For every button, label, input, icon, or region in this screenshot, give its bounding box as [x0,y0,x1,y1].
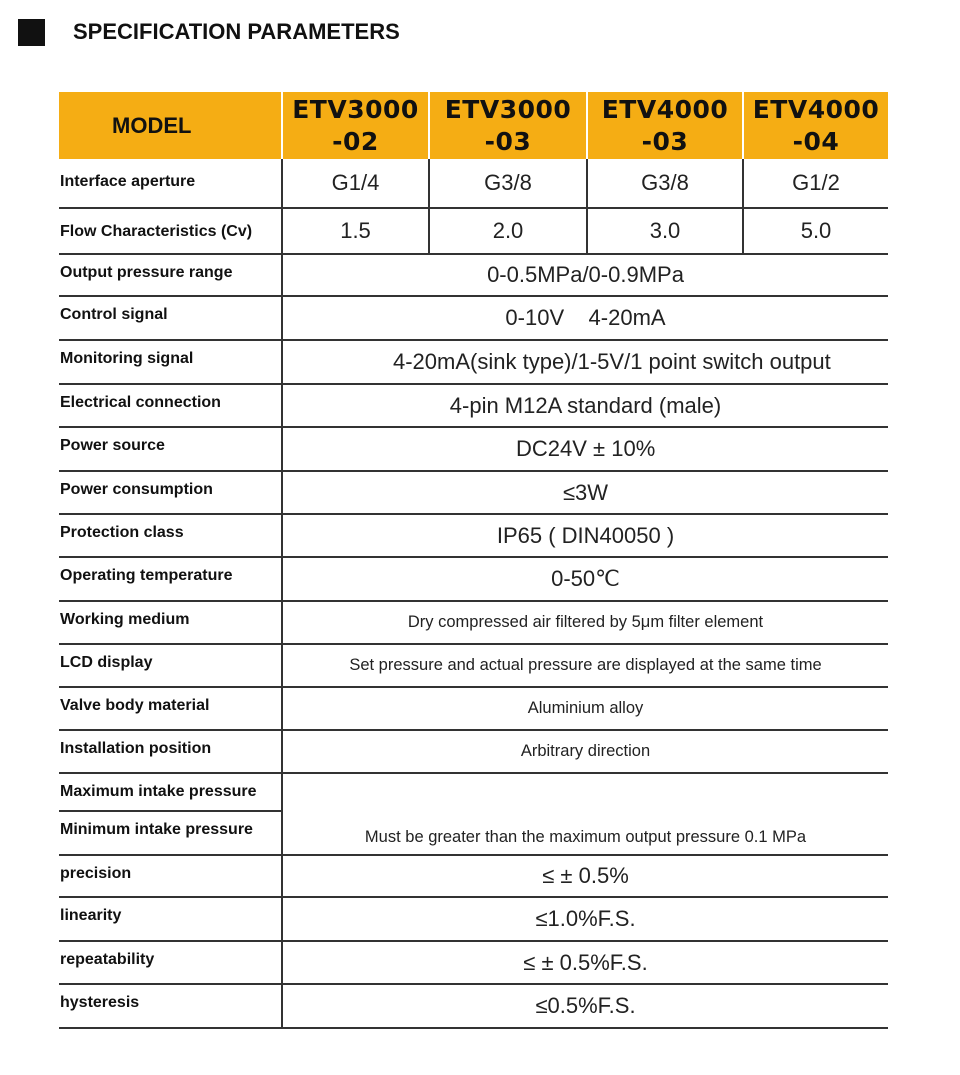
model-suffix: -02 [332,126,379,156]
cell-value: Set pressure and actual pressure are displayed at the same time [349,656,822,674]
cell-value-empty [283,774,888,810]
table-row [59,297,888,341]
cell-value: 3.0 [588,209,744,253]
cell-value: ≤1.0%F.S. [535,906,636,931]
model-suffix: -04 [792,126,840,156]
row-label: Interface aperture [59,159,283,207]
table-row [59,209,888,255]
cell-value: Aluminium alloy [527,699,644,717]
cell-value: G3/8 [588,159,744,207]
row-label: Power consumption [59,472,283,513]
row-label: Valve body material [59,688,283,729]
row-label: Minimum intake pressure [59,810,283,854]
row-label: linearity [59,898,283,940]
cell-value: G1/4 [283,159,430,207]
cell-value: 0-0.5MPa/0-0.9MPa [487,262,684,287]
model-name: ETV3000 [444,94,572,124]
row-label: Installation position [59,731,283,772]
table-row [59,810,888,856]
table-row [59,856,888,898]
cell-value: G1/2 [792,170,840,195]
row-label: Control signal [59,297,283,339]
model-name: ETV4000 [752,94,880,124]
row-label: Working medium [59,602,283,643]
model-column-header [744,92,888,159]
model-column-header [283,92,430,159]
cell-value: G3/8 [430,159,588,207]
table-row [59,688,888,731]
cell-value: ≤ ± 0.5% [542,863,629,888]
row-label: Power source [59,428,283,470]
row-label: Protection class [59,515,283,556]
cell-value: 5.0 [800,218,832,243]
cell-value: 0-50℃ [551,566,620,591]
row-label: Output pressure range [59,255,283,295]
spec-table [59,92,888,1029]
model-name: ETV3000 [292,94,419,124]
table-row [59,942,888,985]
table-row [59,602,888,645]
row-label: LCD display [59,645,283,686]
model-header-label: MODEL [59,92,283,159]
row-label: Electrical connection [59,385,283,426]
row-label: hysteresis [59,985,283,1027]
table-row [59,515,888,558]
table-row [59,898,888,942]
section-heading [18,17,400,47]
table-row [59,255,888,297]
row-label: precision [59,856,283,896]
cell-value: ≤ ± 0.5%F.S. [523,949,648,975]
row-label: repeatability [59,942,283,983]
row-label: Maximum intake pressure [59,774,283,810]
table-row [59,731,888,774]
cell-value: Must be greater than the maximum output pressure 0.1 MPa [364,827,807,846]
table-row [59,985,888,1029]
table-row [59,472,888,515]
row-label: Monitoring signal [59,341,283,383]
model-column-header [588,92,744,159]
model-name: ETV4000 [601,94,729,124]
cell-value: 4-20mA(sink type)/1-5V/1 point switch output [393,349,831,374]
cell-value: 2.0 [430,209,588,253]
square-bullet-icon [18,19,45,46]
table-row [59,558,888,602]
cell-value: IP65 ( DIN40050 ) [496,522,675,548]
cell-value: Dry compressed air filtered by 5μm filter element [407,613,764,631]
row-label: Flow Characteristics (Cv) [59,209,283,253]
cell-value: 4-pin M12A standard (male) [449,392,722,418]
table-row [59,774,888,810]
table-row [59,341,888,385]
table-header [59,92,888,159]
model-suffix: -03 [484,126,532,156]
table-row [59,645,888,688]
table-row [59,428,888,472]
table-row [59,159,888,209]
cell-value: Arbitrary direction [520,742,651,760]
cell-value: 1.5 [283,209,430,253]
model-column-header [430,92,588,159]
table-row [59,385,888,428]
model-suffix: -03 [641,126,689,156]
cell-value: ≤0.5%F.S. [535,993,636,1018]
cell-value: DC24V ± 10% [516,436,656,461]
cell-value: 0-10V 4-20mA [505,305,666,330]
section-title: SPECIFICATION PARAMETERS [73,19,400,44]
row-label: Operating temperature [59,558,283,600]
cell-value: ≤3W [562,479,609,505]
